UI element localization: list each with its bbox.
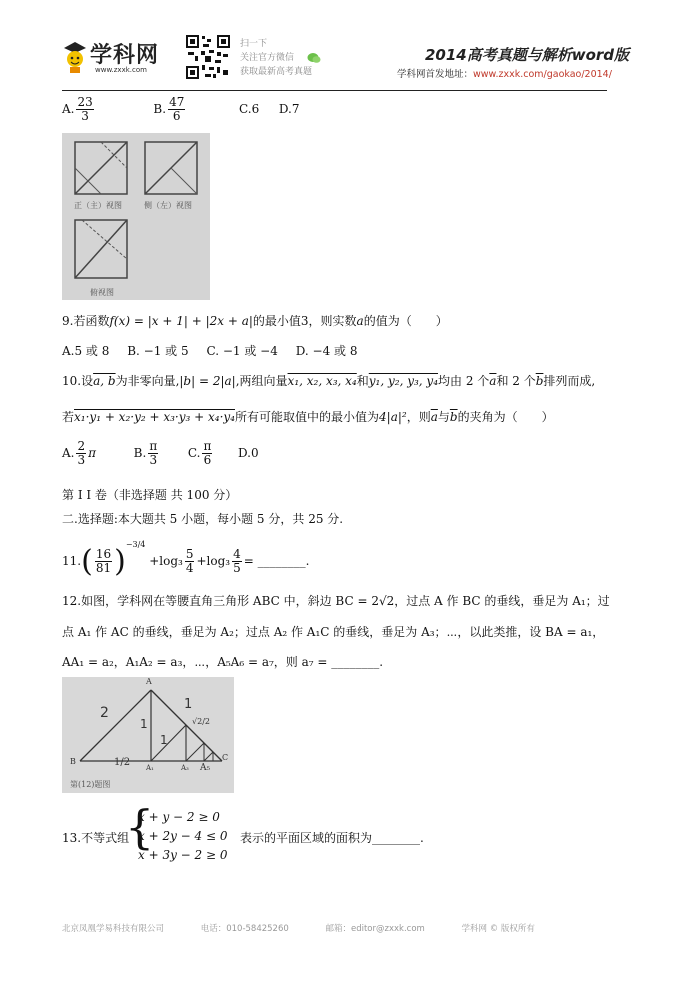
- footer-phone: 电话：010-58425260: [200, 924, 289, 934]
- q12-figure-caption: 第(12)题图: [70, 780, 111, 789]
- q9-formula: f(x) = |x + 1| + |2x + a|: [109, 314, 253, 328]
- q9-options: [62, 342, 357, 359]
- site-url-link[interactable]: www.zxxk.com/gaokao/2014/: [473, 69, 612, 80]
- header-rule: [62, 90, 607, 91]
- q10-option-a-fraction: $\frac{2}{3}$: [77, 439, 86, 467]
- q9-option-a: A.5 或 8: [62, 344, 110, 358]
- q11-exponent: −3/4: [125, 540, 146, 549]
- scan-hint-2: 关注官方微信: [240, 53, 295, 63]
- front-view-caption: 正（主）视图: [74, 201, 122, 210]
- q12-line2: 点 A₁ 作 AC 的垂线，垂足为 A₂；过点 A₂ 作 A₁C 的垂线，垂足为 A₃；⋯，以此类推，设 BA = a₁，: [62, 625, 605, 639]
- q13-brace: {: [125, 800, 155, 854]
- top-view-caption: 俯视图: [90, 288, 114, 297]
- q10-options: A. $\frac{2}{3}$ π B. $\frac{\pi}{3}$ C. $\frac{\pi}{6}$ D.0: [62, 439, 259, 467]
- q11-stem: 11.( $\frac{16}{81}$ )$^{-3/4}$ +log₃ $\frac{5}{4}$ +log₃ $\frac{4}{5}$ = ________.: [62, 540, 310, 579]
- q13-ineq-3: x + 3y − 2 ≥ 0: [138, 848, 228, 862]
- footer-company: 北京凤凰学易科技有限公司: [62, 924, 165, 934]
- q13-label: 13.不等式组: [62, 831, 130, 845]
- scan-hint-1: 扫一下: [240, 39, 268, 49]
- q10-option-c-fraction: $\frac{\pi}{6}$: [203, 439, 212, 467]
- q13-inequalities: [138, 808, 228, 865]
- q10-option-b-fraction: $\frac{\pi}{3}$: [149, 439, 158, 467]
- q9-stem: 9.若函数f(x) = |x + 1| + |2x + a|的最小值3，则实数a的值为（ ）: [62, 314, 448, 328]
- logo-url: www.zxxk.com: [95, 66, 147, 74]
- q10-line1: 10.设a, b为非零向量,|b| = 2|a|,两组向量x₁, x₂, x₃, x₄和y₁, y₂, y₃, y₄均由 2 个$\overline{a}$和 2 个$\overline{b}$排列而成,: [62, 374, 596, 388]
- q9-option-c: C. −1 或 −4: [206, 344, 278, 358]
- q8-option-a-fraction: $\frac{23}{3}$: [77, 95, 93, 123]
- banner-title: 2014高考真题与解析word版: [425, 46, 630, 64]
- site-label: 学科网首发地址：: [397, 69, 474, 80]
- q9-option-d: D. −4 或 8: [295, 344, 358, 358]
- top-view-drawing: [72, 217, 130, 283]
- q10-option-d: D.0: [237, 446, 259, 460]
- front-view-drawing: [72, 139, 130, 199]
- q8-option-d: D.7: [278, 102, 300, 116]
- side-view-caption: 侧（左）视图: [144, 201, 192, 210]
- footer: [62, 922, 622, 934]
- section2-title: 第 I I 卷（非选择题 共 100 分）: [62, 488, 238, 502]
- triangle-drawing: [62, 677, 234, 793]
- q11-base-fraction: $\frac{16}{81}$: [95, 547, 112, 575]
- q8-option-c: C.6: [239, 102, 260, 116]
- q8-options: A. $\frac{23}{3}$ B. $\frac{47}{6}$ C.6 D.7: [62, 95, 300, 123]
- logo-text: 学科网: [90, 43, 160, 68]
- wechat-icon: [307, 52, 321, 64]
- mascot-logo-icon: [62, 40, 88, 74]
- site-address: [397, 66, 612, 80]
- footer-copyright: 学科网 © 版权所有: [461, 924, 535, 934]
- q12-figure: A B C A₁ A₃ A₅ 2 1 1 1 1/2 √2/2 第(12)题图: [62, 677, 234, 793]
- q12-line1: 12.如图，学科网在等腰直角三角形 ABC 中，斜边 BC = 2√2，过点 A 作 BC 的垂线，垂足为 A₁；过: [62, 594, 610, 608]
- q10-line2: 若x₁·y₁ + x₂·y₂ + x₃·y₃ + x₄·y₄所有可能取值中的最小值为4|a|²，则$\overline{a}$与$\overline{b}$的夹角为（ ）: [62, 410, 554, 424]
- header: [0, 0, 700, 92]
- footer-email: 邮箱：editor@zxxk.com: [325, 924, 425, 934]
- scan-hint-3: 获取最新高考真题: [240, 67, 313, 77]
- q13-ineq-1: x + y − 2 ≥ 0: [138, 810, 220, 824]
- q9-option-b: B. −1 或 5: [127, 344, 189, 358]
- three-view-figure: [62, 133, 210, 300]
- q13-ineq-2: x + 2y − 4 ≤ 0: [138, 829, 228, 843]
- q13-tail: 表示的平面区域的面积为________.: [240, 831, 424, 845]
- side-view-drawing: [142, 139, 200, 199]
- section2-instructions: 二.选择题:本大题共 5 小题，每小题 5 分，共 25 分.: [62, 512, 344, 526]
- q12-line3: AA₁ = a₂，A₁A₂ = a₃，⋯，A₅A₆ = a₇，则 a₇ = ________.: [62, 655, 384, 669]
- qr-code-icon: [185, 34, 231, 80]
- q8-option-b-fraction: $\frac{47}{6}$: [169, 95, 185, 123]
